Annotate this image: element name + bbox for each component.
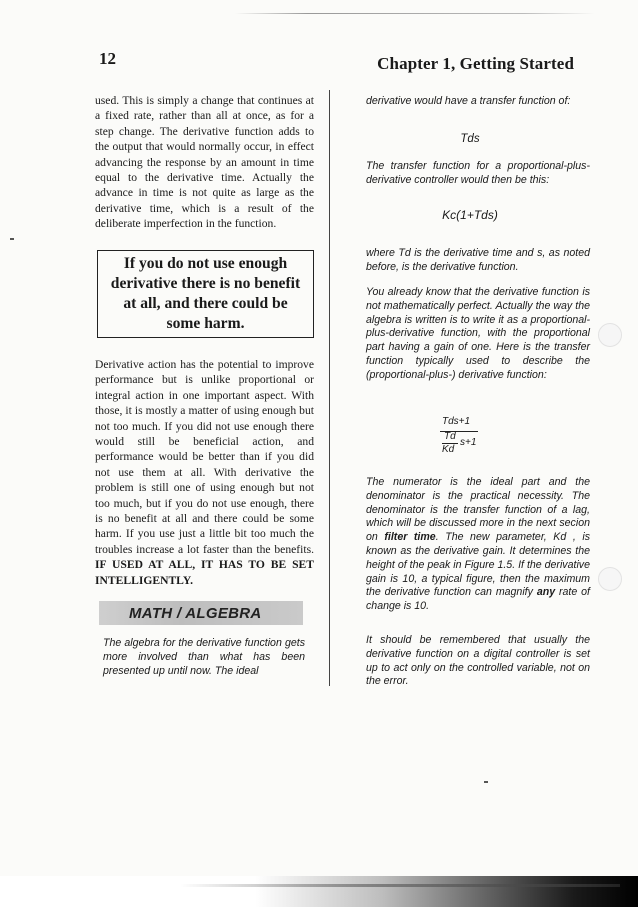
right-paragraph-6: [366, 634, 590, 689]
right-paragraph-6-text: It should be remembered that usually the derivative function on a digital controller is set up to act only on the controlled variable, not on the error.: [366, 634, 590, 688]
scan-artifact-top-line: [235, 13, 595, 14]
scan-margin-mark: [598, 323, 622, 347]
scan-speck: [10, 238, 14, 240]
right-paragraph-5: [366, 476, 590, 614]
formula-inner-tail: s+1: [460, 437, 477, 448]
formula-ideal-derivative: Tds: [460, 133, 480, 145]
left-paragraph-2-text: Derivative action has the potential to improve performance but is unlike proportional or integral action in one important aspect. With those, it is mostly a matter of using enough but not too much. If you did not use enough there would still be beneficial action, and performance would be better than if you did not use them at all. With derivative the problem is still one of using enough but not too much, but if you do not use enough, there is no benefit at all and there could be some harm. If you use just a little bit too much the troubles increase a lot faster than the benefits.: [95, 358, 314, 556]
left-paragraph-3-text: The algebra for the derivative function gets more involved than what has been presented up until now. The ideal: [103, 637, 305, 677]
scan-margin-mark: [598, 567, 622, 591]
right-paragraph-4: [366, 286, 590, 383]
left-paragraph-1-text: used. This is simply a change that continues at a fixed rate, rather than all at once, as for a step change. The derivative function adds to the output that would normally occur, in effect advancing the response by an amount in time equal to the derivative time. Actually the advance in time is not quite as large as the derivative time, which is a result of the deliberate imperfection in the function.: [95, 94, 314, 231]
formula-pd-controller: Kc(1+Tds): [442, 208, 498, 222]
callout-box: [97, 250, 314, 338]
right-paragraph-2: [366, 160, 590, 188]
formula-numerator: Tds+1: [442, 416, 471, 427]
right-paragraph-3: [366, 247, 590, 275]
right-paragraph-5-part-c: rate of change is 10.: [366, 586, 590, 613]
scan-artifact-bottom-band: [0, 876, 638, 907]
formula-inner-numerator: Td: [444, 431, 456, 442]
scan-speck: [484, 781, 488, 783]
right-paragraph-5-filter-time: filter time: [384, 531, 436, 544]
chapter-title: Chapter 1, Getting Started: [377, 54, 574, 73]
formula-derivative-transfer-function: [432, 416, 522, 466]
right-paragraph-2-text: The transfer function for a proportional-plus-derivative controller would then be this:: [366, 160, 590, 186]
callout-text: If you do not use enough derivative there is no benefit at all, and there could be some harm.: [110, 255, 301, 332]
page-number: 12: [99, 49, 116, 68]
left-paragraph-3: [103, 636, 305, 678]
column-divider: [329, 90, 330, 686]
formula-inner-denominator: Kd: [442, 444, 455, 455]
right-paragraph-3-text: where Td is the derivative time and s, as noted before, is the derivative function.: [366, 247, 590, 273]
right-paragraph-5-any: any: [536, 586, 556, 599]
left-paragraph-2: [95, 357, 314, 588]
left-paragraph-1: [95, 93, 314, 232]
right-paragraph-5-part-b: . The new parameter, Kd , is known as the derivative gain. It determines the height of the peak in Figure 1.5. If the derivative gain is 10, a typical figure, then the maximum the derivative function can magnify: [366, 531, 590, 599]
right-paragraph-5-part-a: The numerator is the ideal part and the denominator is the practical necessity. The denominator is the transfer function of a lag, which will be discussed more in the next secion on: [366, 476, 590, 544]
right-paragraph-1-text: derivative would have a transfer function of:: [366, 95, 571, 107]
left-paragraph-2-emphasis: IF USED AT ALL, IT HAS TO BE SET INTELLIGENTLY.: [95, 558, 314, 587]
right-paragraph-1: [366, 95, 590, 109]
scan-artifact-streak: [180, 884, 620, 887]
math-algebra-banner-label: MATH / ALGEBRA: [129, 604, 262, 622]
right-paragraph-4-text: You already know that the derivative function is not mathematically perfect. Actually the way the algebra is written is to write it as a proportional-plus-derivative function, with the proportional part having a gain of one. Here is the transfer function typically used to describe the (proportional-plus-) derivative function:: [366, 286, 590, 381]
math-algebra-banner: [99, 601, 303, 625]
